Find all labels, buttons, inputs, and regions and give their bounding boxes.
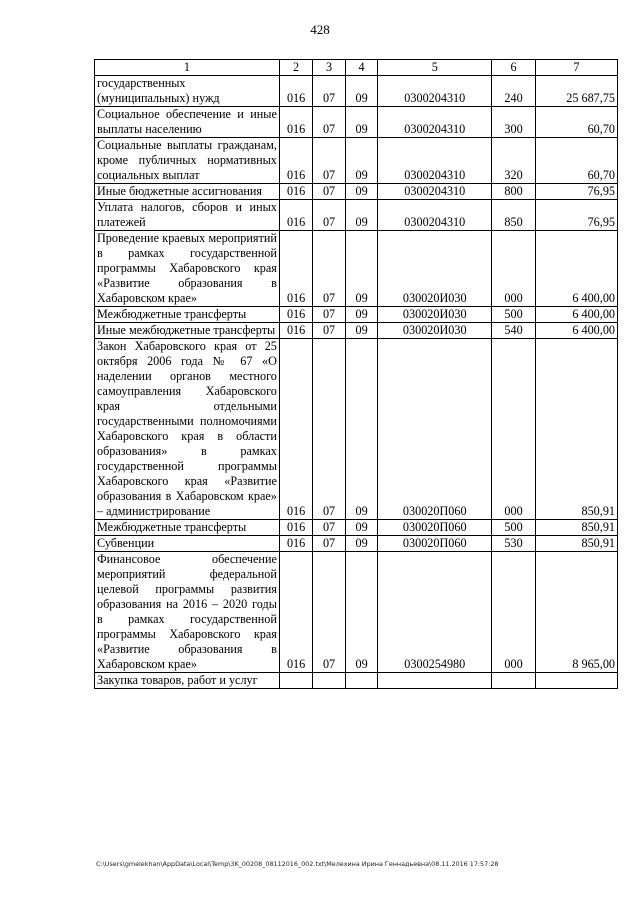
row-name-cell: государственных (муниципальных) нужд xyxy=(95,76,280,107)
row-name-cell: Социальные выплаты гражданам, кроме публичных нормативных социальных выплат xyxy=(95,138,280,184)
target-article-cell: 0300254980 xyxy=(378,552,492,673)
table-row xyxy=(95,520,618,536)
section-cell: 07 xyxy=(313,323,346,339)
row-name-cell: Социальное обеспечение и иные выплаты населению xyxy=(95,107,280,138)
expense-type-cell: 500 xyxy=(492,307,536,323)
code-cell: 016 xyxy=(279,138,312,184)
code-cell: 016 xyxy=(279,339,312,520)
code-cell: 016 xyxy=(279,520,312,536)
section-cell: 07 xyxy=(313,138,346,184)
target-article-cell: 030020П060 xyxy=(378,520,492,536)
amount-cell: 6 400,00 xyxy=(535,231,617,307)
target-article-cell: 0300204310 xyxy=(378,138,492,184)
file-path-footer: C:\Users\gmelekhan\AppData\Local\Temp\3K_00208_08112016_002.txt\Мелехина Ирина Геннадьевна\08.11.2016 17:57:28 xyxy=(96,860,499,868)
target-article-cell: 0300204310 xyxy=(378,107,492,138)
target-article-cell: 0300204310 xyxy=(378,200,492,231)
code-cell: 016 xyxy=(279,323,312,339)
amount-cell: 850,91 xyxy=(535,339,617,520)
code-cell: 016 xyxy=(279,107,312,138)
subsection-cell: 09 xyxy=(345,138,378,184)
table-row xyxy=(95,76,618,107)
table-row xyxy=(95,673,618,689)
expense-type-cell: 800 xyxy=(492,184,536,200)
amount-cell: 8 965,00 xyxy=(535,552,617,673)
expense-type-cell xyxy=(492,673,536,689)
row-name-cell: Иные межбюджетные трансферты xyxy=(95,323,280,339)
section-cell: 07 xyxy=(313,76,346,107)
expense-type-cell: 300 xyxy=(492,107,536,138)
subsection-cell: 09 xyxy=(345,323,378,339)
subsection-cell: 09 xyxy=(345,76,378,107)
subsection-cell: 09 xyxy=(345,307,378,323)
subsection-cell: 09 xyxy=(345,552,378,673)
section-cell: 07 xyxy=(313,307,346,323)
row-name-cell: Проведение краевых мероприятий в рамках государственной программы Хабаровского края «Развитие образования в Хабаровском крае» xyxy=(95,231,280,307)
expense-type-cell: 240 xyxy=(492,76,536,107)
column-header: 5 xyxy=(378,60,492,76)
subsection-cell: 09 xyxy=(345,536,378,552)
table-row xyxy=(95,307,618,323)
amount-cell: 60,70 xyxy=(535,107,617,138)
amount-cell: 6 400,00 xyxy=(535,307,617,323)
subsection-cell: 09 xyxy=(345,520,378,536)
amount-cell: 6 400,00 xyxy=(535,323,617,339)
section-cell: 07 xyxy=(313,200,346,231)
page-number: 428 xyxy=(310,22,330,37)
row-name-cell: Иные бюджетные ассигнования xyxy=(95,184,280,200)
expense-type-cell: 000 xyxy=(492,231,536,307)
table-header-row xyxy=(95,60,618,76)
expense-type-cell: 000 xyxy=(492,339,536,520)
table-row xyxy=(95,323,618,339)
target-article-cell: 030020П060 xyxy=(378,536,492,552)
table-row xyxy=(95,138,618,184)
code-cell: 016 xyxy=(279,76,312,107)
table-row xyxy=(95,536,618,552)
amount-cell: 76,95 xyxy=(535,184,617,200)
amount-cell xyxy=(535,673,617,689)
section-cell: 07 xyxy=(313,107,346,138)
row-name-cell: Закон Хабаровского края от 25 октября 2006 года № 67 «О наделении органов местного самоуправления Хабаровского края отдельными государственными полномочиями Хабаровского края в области образования» в рамках государственной программы Хабаровского края «Развитие образования в Хабаровском крае» – администрирование xyxy=(95,339,280,520)
target-article-cell xyxy=(378,673,492,689)
target-article-cell: 030020И030 xyxy=(378,231,492,307)
expense-type-cell: 320 xyxy=(492,138,536,184)
section-cell: 07 xyxy=(313,339,346,520)
code-cell: 016 xyxy=(279,184,312,200)
code-cell: 016 xyxy=(279,231,312,307)
expense-type-cell: 000 xyxy=(492,552,536,673)
subsection-cell xyxy=(345,673,378,689)
column-header: 4 xyxy=(345,60,378,76)
row-name-cell: Межбюджетные трансферты xyxy=(95,307,280,323)
code-cell: 016 xyxy=(279,536,312,552)
column-header: 3 xyxy=(313,60,346,76)
expense-type-cell: 540 xyxy=(492,323,536,339)
row-name-cell: Финансовое обеспечение мероприятий федеральной целевой программы развития образования на 2016 – 2020 годы в рамках государственной программы Хабаровского края «Развитие образования в Хабаровском крае» xyxy=(95,552,280,673)
target-article-cell: 0300204310 xyxy=(378,76,492,107)
amount-cell: 850,91 xyxy=(535,536,617,552)
amount-cell: 850,91 xyxy=(535,520,617,536)
code-cell: 016 xyxy=(279,552,312,673)
column-header: 1 xyxy=(95,60,280,76)
section-cell xyxy=(313,673,346,689)
table-row xyxy=(95,200,618,231)
table-row xyxy=(95,107,618,138)
target-article-cell: 030020П060 xyxy=(378,339,492,520)
subsection-cell: 09 xyxy=(345,107,378,138)
subsection-cell: 09 xyxy=(345,200,378,231)
row-name-cell: Уплата налогов, сборов и иных платежей xyxy=(95,200,280,231)
row-name-cell: Межбюджетные трансферты xyxy=(95,520,280,536)
section-cell: 07 xyxy=(313,536,346,552)
table-row xyxy=(95,184,618,200)
table-row xyxy=(95,231,618,307)
table-row xyxy=(95,552,618,673)
subsection-cell: 09 xyxy=(345,184,378,200)
expense-type-cell: 530 xyxy=(492,536,536,552)
row-name-cell: Субвенции xyxy=(95,536,280,552)
code-cell xyxy=(279,673,312,689)
code-cell: 016 xyxy=(279,200,312,231)
code-cell: 016 xyxy=(279,307,312,323)
table-row xyxy=(95,339,618,520)
subsection-cell: 09 xyxy=(345,231,378,307)
section-cell: 07 xyxy=(313,184,346,200)
amount-cell: 25 687,75 xyxy=(535,76,617,107)
target-article-cell: 030020И030 xyxy=(378,323,492,339)
amount-cell: 76,95 xyxy=(535,200,617,231)
column-header: 6 xyxy=(492,60,536,76)
amount-cell: 60,70 xyxy=(535,138,617,184)
section-cell: 07 xyxy=(313,520,346,536)
section-cell: 07 xyxy=(313,231,346,307)
column-header: 7 xyxy=(535,60,617,76)
column-header: 2 xyxy=(279,60,312,76)
expense-type-cell: 850 xyxy=(492,200,536,231)
target-article-cell: 030020И030 xyxy=(378,307,492,323)
budget-table xyxy=(94,59,618,689)
row-name-cell: Закупка товаров, работ и услуг xyxy=(95,673,280,689)
subsection-cell: 09 xyxy=(345,339,378,520)
section-cell: 07 xyxy=(313,552,346,673)
expense-type-cell: 500 xyxy=(492,520,536,536)
target-article-cell: 0300204310 xyxy=(378,184,492,200)
